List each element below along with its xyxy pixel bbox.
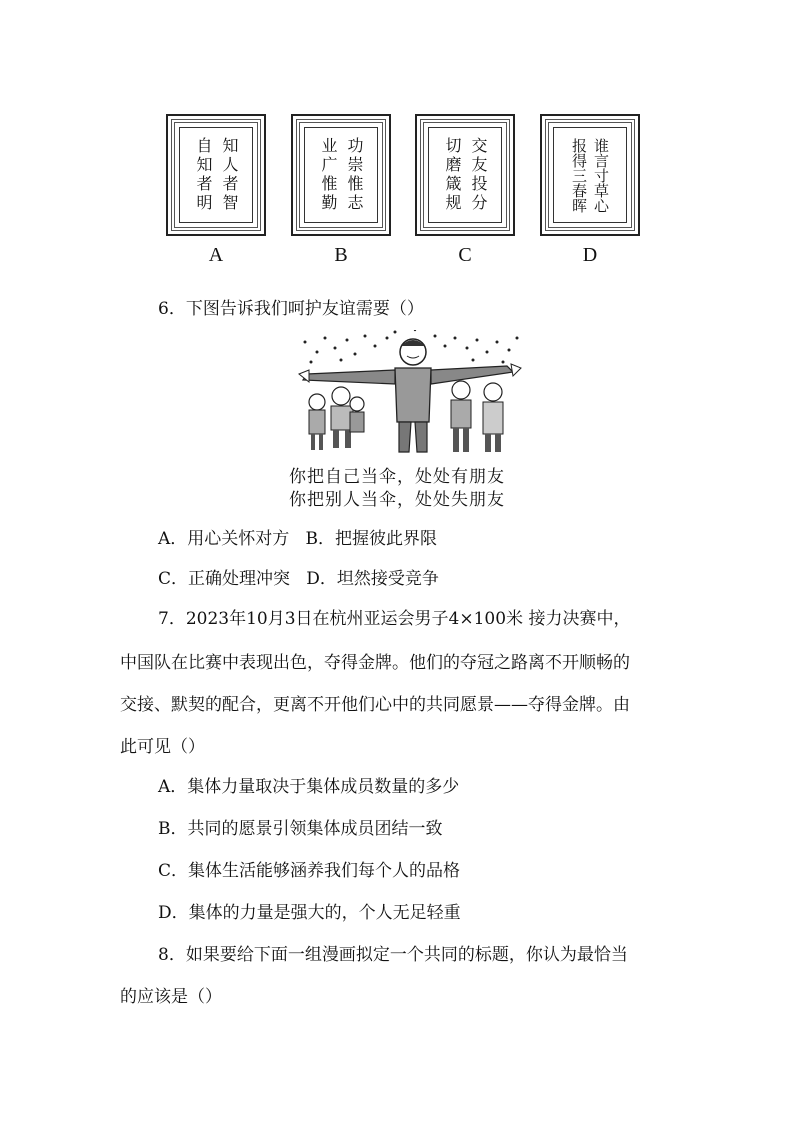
cartoon-caption-line-2: 你把别人当伞，处处失朋友 bbox=[289, 490, 505, 510]
frame-c-col-2: 切磨箴规 bbox=[443, 137, 462, 213]
q7-stem-line-1: 7．2023年10月3日在杭州亚运会男子4×100米 接力决赛中， bbox=[158, 609, 631, 629]
q7-stem-line-3: 交接、默契的配合，更离不开他们心中的共同愿景——夺得金牌。由 bbox=[120, 695, 630, 715]
frame-d-col-1: 谁言寸草心 bbox=[592, 137, 610, 213]
q7-stem-line-2: 中国队在比赛中表现出色，夺得金牌。他们的夺冠之路离不开顺畅的 bbox=[120, 653, 630, 673]
frame-a bbox=[166, 114, 266, 236]
q8-stem-line-2: 的应该是（） bbox=[120, 987, 222, 1007]
q7-option-a: A．集体力量取决于集体成员数量的多少 bbox=[158, 777, 460, 797]
cartoon-caption-line-1: 你把自己当伞，处处有朋友 bbox=[289, 467, 505, 487]
q7-option-d: D．集体的力量是强大的，个人无足轻重 bbox=[158, 903, 461, 923]
frame-letter-b: B bbox=[334, 244, 348, 266]
frame-b bbox=[291, 114, 391, 236]
frame-d-col-2: 报得三春晖 bbox=[570, 137, 588, 213]
q6-options-row-1: A．用心关怀对方 B．把握彼此界限 bbox=[158, 529, 437, 549]
umbrella-cartoon bbox=[295, 330, 525, 458]
frame-c-col-1: 交友投分 bbox=[469, 137, 488, 213]
frame-b-col-1: 功崇惟志 bbox=[345, 137, 364, 213]
q7-option-b: B．共同的愿景引领集体成员团结一致 bbox=[158, 819, 443, 839]
q7-stem-line-4: 此可见（） bbox=[120, 737, 205, 757]
frame-a-col-1: 知人者智 bbox=[220, 137, 239, 213]
frame-b-col-2: 业广惟勤 bbox=[319, 137, 338, 213]
frame-c bbox=[415, 114, 515, 236]
q7-option-c: C．集体生活能够涵养我们每个人的品格 bbox=[158, 861, 461, 881]
q6-stem: 6．下图告诉我们呵护友谊需要（） bbox=[158, 299, 424, 319]
frame-letter-c: C bbox=[458, 244, 472, 266]
frame-letter-d: D bbox=[582, 244, 598, 266]
frame-d bbox=[540, 114, 640, 236]
q8-stem-line-1: 8．如果要给下面一组漫画拟定一个共同的标题，你认为最恰当 bbox=[158, 945, 628, 965]
frame-a-col-2: 自知者明 bbox=[194, 137, 213, 213]
q6-options-row-2: C．正确处理冲突 D．坦然接受竞争 bbox=[158, 569, 439, 589]
frame-letter-a: A bbox=[208, 244, 224, 266]
